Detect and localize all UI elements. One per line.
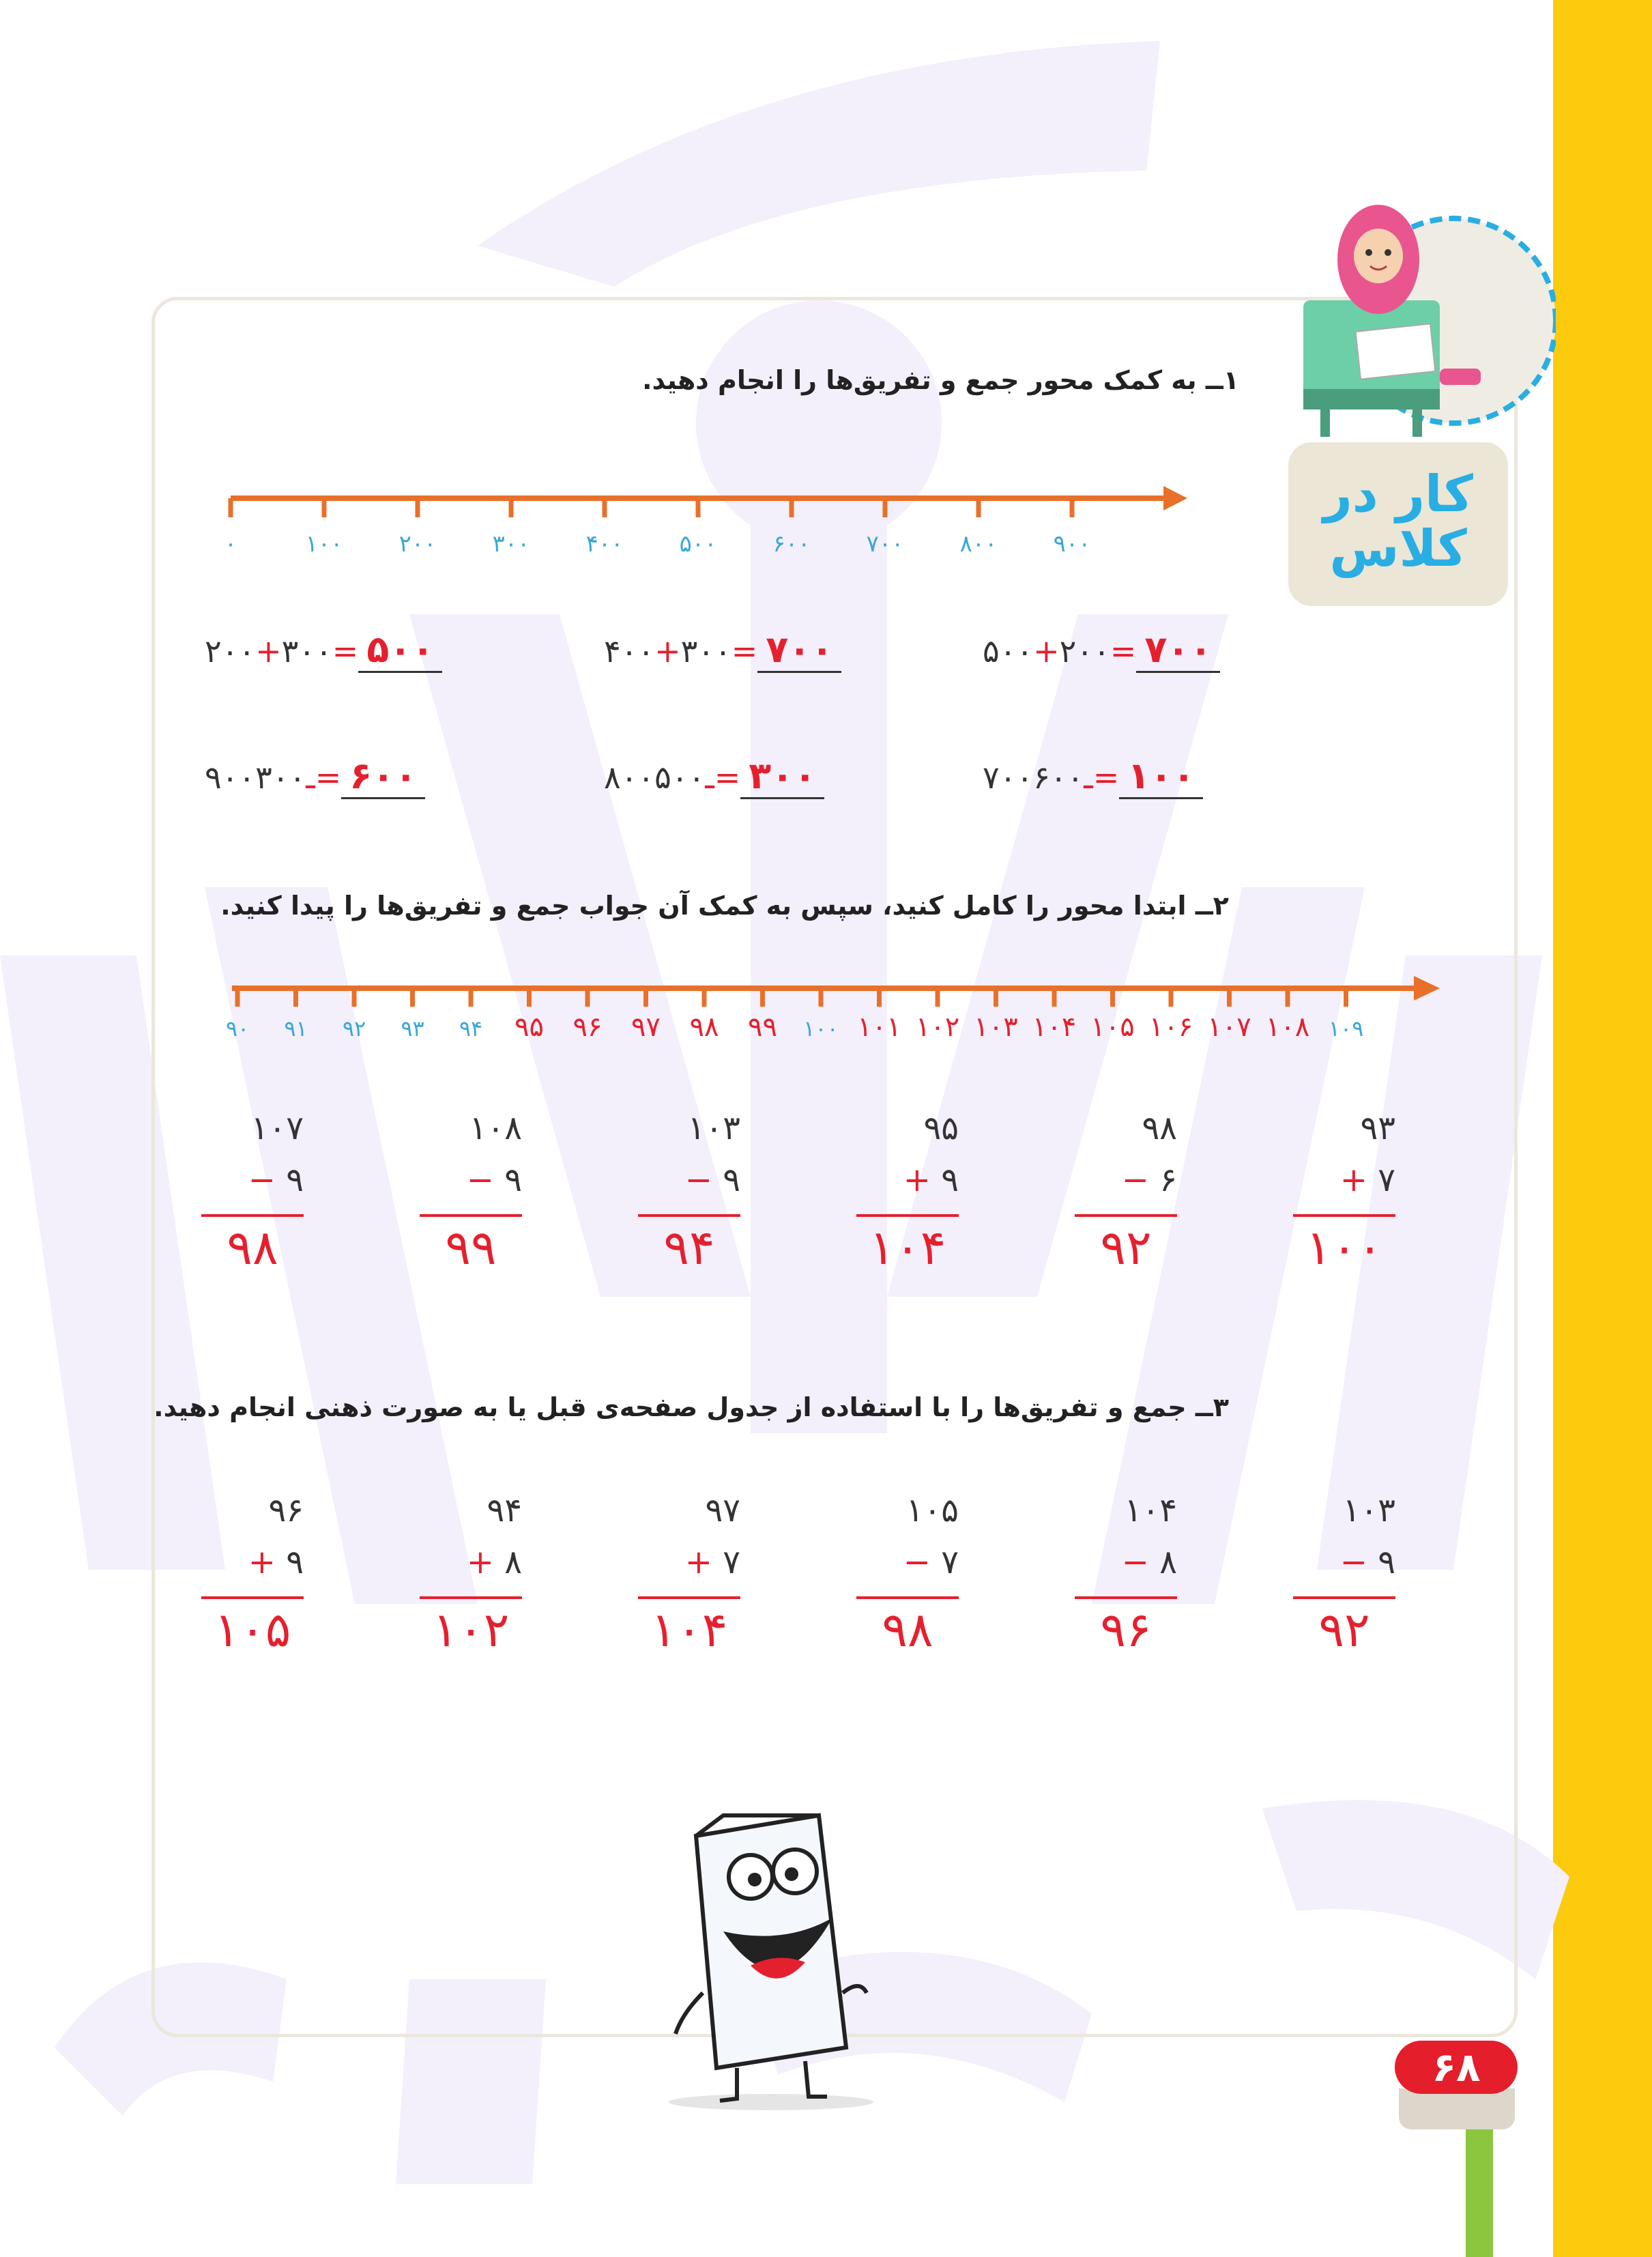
operand-a: ۴۰۰ (604, 633, 655, 670)
axis-tick-label: ۱۰۰ (305, 530, 343, 558)
operator: − (903, 1543, 931, 1581)
number-line-2 (218, 966, 1447, 1061)
operator: + (1033, 633, 1060, 670)
operand-b: ۳۰۰ (281, 633, 332, 670)
vertical-problem (413, 1484, 522, 1661)
top-number: ۱۰۳ (1342, 1491, 1395, 1529)
equation (983, 754, 1203, 799)
spacer (494, 1161, 504, 1199)
spacer (712, 1543, 723, 1581)
equals-sign: = (731, 633, 758, 670)
operator: + (1339, 1161, 1367, 1199)
answer: ۹۶ (1100, 1602, 1152, 1658)
vertical-problem (631, 1484, 740, 1661)
axis-tick-label: ۱۰۸ (1265, 1011, 1310, 1043)
operand-row (194, 1536, 304, 1588)
operand-row (631, 1536, 740, 1588)
vertical-problem (1286, 1102, 1395, 1278)
top-number: ۹۵ (923, 1109, 959, 1147)
answer: ۹۲ (1100, 1220, 1152, 1276)
top-number: ۱۰۵ (905, 1491, 959, 1529)
answer: ۳۰۰ (740, 754, 824, 799)
answer: ۹۴ (663, 1220, 715, 1276)
top-number: ۱۰۷ (250, 1109, 304, 1147)
axis-tick-label: ۹۱ (284, 1016, 308, 1041)
spacer (276, 1161, 286, 1199)
spacer (1149, 1161, 1159, 1199)
axis-tick-label: ۱۰۹ (1328, 1016, 1364, 1041)
operand-row (631, 1154, 740, 1206)
axis-tick-label: ۹۸ (689, 1011, 719, 1043)
page-number-badge (1395, 2041, 1518, 2094)
spacer (712, 1161, 723, 1199)
top-number: ۹۸ (1142, 1109, 1177, 1147)
smiling-paper-mascot-illustration (648, 1788, 894, 2116)
operand-row (413, 1536, 522, 1588)
spacer (1149, 1543, 1159, 1581)
axis-tick-label: ۱۰۷ (1207, 1011, 1251, 1043)
axis-tick-label: ۹۲ (342, 1016, 366, 1041)
equation (604, 628, 841, 673)
axis-tick-label: ۱۰۴ (1032, 1011, 1077, 1043)
answer: ۱۰۴ (869, 1220, 946, 1276)
operand-b: ۵۰۰ (654, 759, 706, 796)
operator: + (903, 1161, 931, 1199)
equals-sign: = (332, 633, 359, 670)
bottom-number: ۹ (504, 1161, 522, 1199)
axis-arrowhead (1163, 486, 1187, 511)
answer: ۱۰۵ (214, 1602, 291, 1658)
bottom-number: ۷ (723, 1543, 740, 1581)
vertical-problem (413, 1102, 522, 1278)
operator: + (684, 1543, 712, 1581)
class-work-badge-label: کار در کلاس (1323, 465, 1473, 578)
axis-arrowhead (1414, 976, 1440, 1001)
bottom-number: ۹ (941, 1161, 959, 1199)
operator: + (255, 633, 282, 670)
axis-tick-label: ۱۰۰ (803, 1016, 839, 1041)
operand-a: ۸۰۰ (604, 759, 655, 796)
axis-tick-label: ۰ (224, 530, 237, 558)
answer: ۵۰۰ (358, 628, 442, 673)
axis-tick-label: ۸۰۰ (959, 530, 998, 558)
axis-tick-label: ۱۰۲ (915, 1011, 960, 1043)
bottom-number: ۸ (1159, 1543, 1177, 1581)
bottom-number: ۹ (723, 1161, 740, 1199)
operator: − (684, 1161, 712, 1199)
answer: ۹۲ (1318, 1602, 1370, 1658)
vertical-problem (194, 1484, 304, 1661)
spacer (1367, 1543, 1378, 1581)
operator: + (654, 633, 681, 670)
vertical-problem (1068, 1102, 1177, 1278)
operand-row (1068, 1536, 1177, 1588)
operator: + (248, 1543, 276, 1581)
operand-a: ۹۰۰ (205, 759, 256, 796)
top-number: ۹۶ (268, 1491, 304, 1529)
equation (604, 754, 824, 799)
axis-tick-label: ۹۳ (401, 1016, 424, 1041)
bottom-number: ۶ (1159, 1161, 1177, 1199)
axis-tick-label: ۱۰۵ (1090, 1011, 1135, 1043)
operator: − (248, 1161, 276, 1199)
answer: ۱۰۰ (1305, 1220, 1383, 1276)
equation (983, 628, 1220, 673)
operator: − (1339, 1543, 1367, 1581)
operator: − (466, 1161, 494, 1199)
equals-sign: = (1092, 759, 1120, 796)
vertical-problem (850, 1484, 959, 1661)
operand-row (850, 1536, 959, 1588)
bottom-number: ۷ (941, 1543, 959, 1581)
answer: ۶۰۰ (341, 754, 425, 799)
answer: ۹۸ (227, 1220, 278, 1276)
answer: ۷۰۰ (1136, 628, 1220, 673)
top-number: ۹۷ (705, 1491, 740, 1529)
axis-tick-label: ۹۶ (573, 1011, 603, 1043)
vertical-problem (1068, 1484, 1177, 1661)
operator: ـ (705, 759, 714, 796)
equals-sign: = (315, 759, 342, 796)
operator: ـ (1084, 759, 1093, 796)
axis-tick-label: ۹۴ (459, 1016, 483, 1041)
operand-a: ۵۰۰ (983, 633, 1034, 670)
answer: ۷۰۰ (757, 628, 841, 673)
axis-tick-label: ۹۹ (748, 1011, 777, 1043)
axis-tick-label: ۹۰۰ (1053, 530, 1091, 558)
answer: ۱۰۲ (432, 1602, 510, 1658)
spacer (494, 1543, 504, 1581)
vertical-problem (1286, 1484, 1395, 1661)
operand-row (1068, 1154, 1177, 1206)
bottom-number: ۸ (504, 1543, 522, 1581)
axis-tick-label: ۳۰۰ (492, 530, 530, 558)
bottom-number: ۹ (1378, 1543, 1395, 1581)
bottom-number: ۹ (286, 1543, 304, 1581)
spacer (931, 1161, 941, 1199)
bottom-number: ۹ (286, 1161, 304, 1199)
operand-row (194, 1154, 304, 1206)
operand-a: ۷۰۰ (983, 759, 1034, 796)
axis-tick-label: ۲۰۰ (398, 530, 437, 558)
top-number: ۱۰۸ (469, 1109, 522, 1147)
answer: ۹۹ (445, 1220, 497, 1276)
vertical-problem (194, 1102, 304, 1278)
exercise-2-instruction: ۲ــ ابتدا محور را کامل کنید، سپس به کمک آن جواب جمع و تفریق‌ها را پیدا کنید. (220, 891, 1229, 921)
spacer (1367, 1161, 1378, 1199)
operator: − (1121, 1161, 1149, 1199)
class-work-badge (1288, 442, 1508, 606)
answer: ۹۸ (882, 1602, 933, 1658)
equation (205, 754, 425, 799)
spacer (276, 1543, 286, 1581)
axis-tick-label: ۶۰۰ (772, 530, 811, 558)
exercise-3-instruction: ۳ــ جمع و تفریق‌ها را با استفاده از جدول صفحه‌ی قبل یا به صورت ذهنی انجام دهید. (154, 1392, 1229, 1422)
axis-tick-label: ۴۰۰ (585, 530, 624, 558)
number-line-1 (205, 471, 1201, 566)
top-number: ۱۰۴ (1124, 1491, 1177, 1529)
equals-sign: = (714, 759, 741, 796)
operand-row (413, 1154, 522, 1206)
operand-b: ۳۰۰ (680, 633, 731, 670)
axis-tick-label: ۱۰۳ (974, 1011, 1018, 1043)
equals-sign: = (1110, 633, 1137, 670)
axis-tick-label: ۹۷ (631, 1011, 661, 1043)
exercise-1-instruction: ۱ــ به کمک محور جمع و تفریق‌ها را انجام دهید. (642, 365, 1239, 395)
top-number: ۹۴ (487, 1491, 522, 1529)
girl-studying-illustration (1283, 198, 1556, 437)
vertical-problem (631, 1102, 740, 1278)
spacer (931, 1543, 941, 1581)
operator: ـ (306, 759, 315, 796)
axis-tick-label: ۱۰۱ (857, 1011, 901, 1043)
axis-tick-label: ۵۰۰ (679, 530, 717, 558)
answer: ۱۰۰ (1119, 754, 1203, 799)
operand-row (1286, 1154, 1395, 1206)
green-stem (1466, 2129, 1493, 2257)
operand-a: ۲۰۰ (205, 633, 256, 670)
axis-tick-label: ۷۰۰ (866, 530, 904, 558)
axis-tick-label: ۹۵ (515, 1011, 544, 1043)
top-number: ۹۳ (1360, 1109, 1395, 1147)
vertical-problem (850, 1102, 959, 1278)
top-number: ۱۰۳ (687, 1109, 740, 1147)
operator: − (1121, 1543, 1149, 1581)
page-number-tab (1399, 2088, 1515, 2129)
axis-tick-label: ۹۰ (225, 1016, 250, 1041)
answer: ۱۰۴ (650, 1602, 728, 1658)
bottom-number: ۷ (1378, 1161, 1395, 1199)
operand-row (1286, 1536, 1395, 1588)
operand-b: ۳۰۰ (255, 759, 306, 796)
operand-b: ۲۰۰ (1059, 633, 1110, 670)
operand-row (850, 1154, 959, 1206)
equation (205, 628, 442, 673)
page-number: ۶۸ (1432, 2044, 1481, 2090)
axis-tick-label: ۱۰۶ (1148, 1011, 1193, 1043)
operand-b: ۶۰۰ (1033, 759, 1084, 796)
operator: + (466, 1543, 494, 1581)
